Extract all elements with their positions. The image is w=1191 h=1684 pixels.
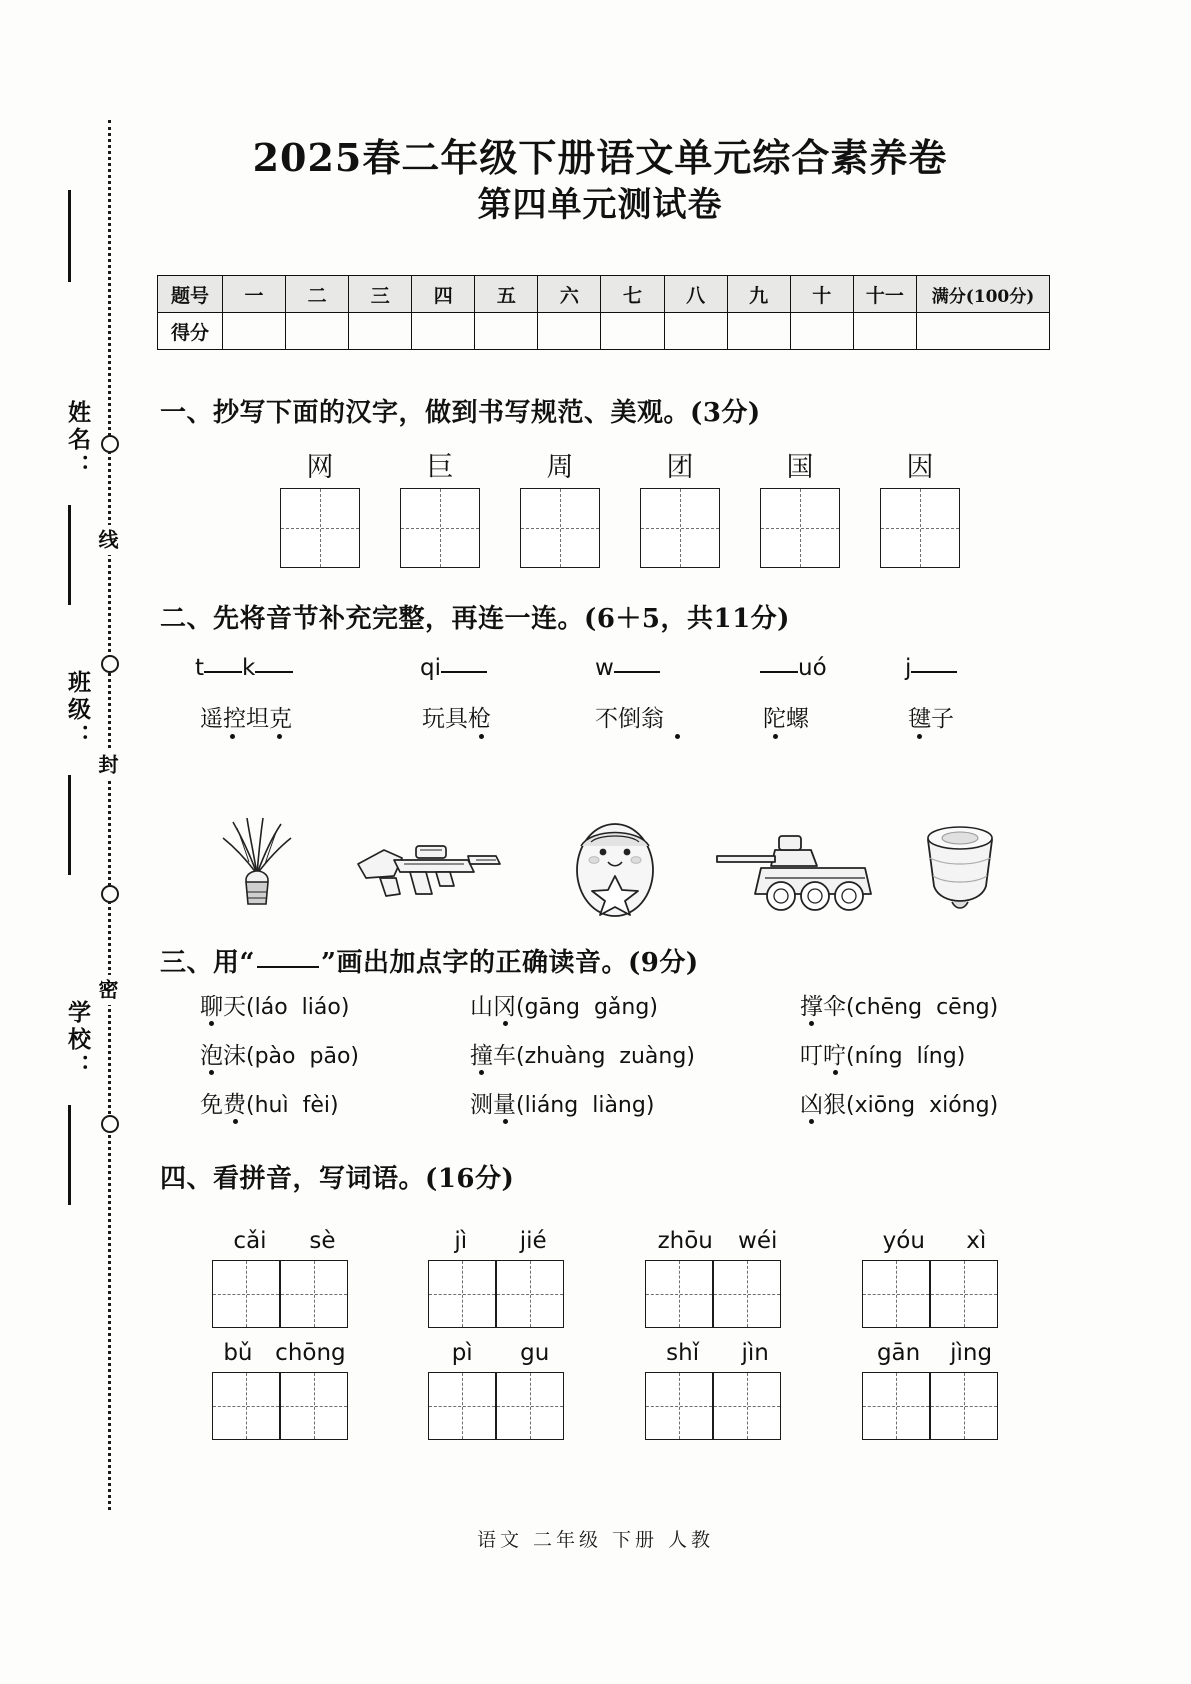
match-word-3[interactable]: 不倒翁 — [595, 706, 664, 732]
emphasis-dot — [809, 1021, 814, 1026]
tumbler-doll-icon[interactable] — [555, 812, 675, 922]
option-a[interactable]: zhuàng — [524, 1044, 606, 1069]
score-col-3: 三 — [349, 276, 412, 313]
rail-circle-1 — [101, 435, 119, 453]
match-word-5[interactable]: 毽子 — [908, 706, 954, 732]
pinyin-word-group — [862, 1340, 1007, 1440]
copy-char-5: 国 — [786, 452, 814, 483]
answer-grid — [645, 1372, 790, 1440]
pinyin-syllable: jié — [519, 1228, 547, 1254]
writing-grid-cell[interactable] — [645, 1260, 713, 1328]
option-a[interactable]: huì — [254, 1093, 289, 1118]
pinyin-syllable: gu — [520, 1340, 550, 1366]
page-title: 2025春二年级下册语文单元综合素养卷 — [252, 135, 948, 180]
score-cell-7[interactable] — [601, 313, 664, 350]
pinyin-label-row — [862, 1228, 1007, 1254]
score-col-2: 二 — [286, 276, 349, 313]
class-rule — [68, 775, 71, 875]
option-b[interactable]: cēng — [936, 995, 990, 1020]
pinyin-syllable: zhōu — [657, 1228, 713, 1254]
question-1-text: 抄写下面的汉字，做到书写规范、美观。(3分) — [213, 398, 761, 428]
syllable-blank-2[interactable] — [420, 655, 487, 681]
emphasis-dot — [503, 1021, 508, 1026]
emphasis-dot — [675, 734, 680, 739]
option-b[interactable]: liáo — [301, 995, 341, 1020]
option-a[interactable]: pào — [254, 1044, 296, 1069]
syllable-blank-1[interactable] — [195, 655, 293, 681]
score-cell-5[interactable] — [475, 313, 538, 350]
seal-char-feng: 封 — [96, 750, 122, 780]
score-col-4: 四 — [412, 276, 475, 313]
question-3-suffix: ”画出加点字的正确读音。(9分) — [320, 948, 699, 978]
pinyin-choice-item[interactable]: 测量(liáng liàng) — [470, 1092, 655, 1118]
emphasis-dot — [277, 734, 282, 739]
question-3-row — [200, 988, 1080, 1037]
name-rule-top — [68, 190, 71, 282]
answer-grid — [862, 1260, 1007, 1328]
rail-circle-3 — [101, 885, 119, 903]
pinyin-word-group — [212, 1340, 357, 1440]
score-cell-total[interactable] — [917, 313, 1050, 350]
emphasis-dot — [809, 1119, 814, 1124]
pinyin-label-row — [212, 1340, 357, 1366]
field-school-label: 学校： — [64, 1000, 90, 1081]
item-word: 叮咛 — [800, 1043, 846, 1069]
item-word: 山冈 — [470, 994, 516, 1020]
score-cell-11[interactable] — [853, 313, 916, 350]
writing-grid-cell[interactable] — [280, 1260, 348, 1328]
emphasis-dot — [773, 734, 778, 739]
pinyin-choice-item[interactable]: 泡沫(pào pāo) — [200, 1043, 359, 1069]
option-b[interactable]: fèi — [302, 1093, 330, 1118]
option-a[interactable]: gāng — [524, 995, 580, 1020]
writing-grid-cell[interactable] — [520, 488, 600, 568]
rail-circle-2 — [101, 655, 119, 673]
question-1-character-row — [280, 445, 960, 484]
item-word: 泡沫 — [200, 1043, 246, 1069]
page-title-block — [150, 132, 1050, 229]
copy-char-2: 巨 — [426, 452, 454, 483]
question-3-prefix: 用“ — [213, 948, 255, 978]
pinyin-choice-item[interactable]: 免费(huì fèi) — [200, 1092, 339, 1118]
pinyin-choice-item[interactable]: 撞车(zhuàng zuàng) — [470, 1043, 695, 1069]
score-col-10: 十 — [790, 276, 853, 313]
score-col-6: 六 — [538, 276, 601, 313]
option-b[interactable]: gǎng — [593, 995, 650, 1020]
writing-grid-cell[interactable] — [212, 1372, 280, 1440]
writing-grid-cell[interactable] — [862, 1372, 930, 1440]
item-word: 撑伞 — [800, 994, 846, 1020]
question-1-number: 一、 — [160, 398, 214, 428]
emphasis-dot — [479, 1070, 484, 1075]
score-col-8: 八 — [664, 276, 727, 313]
pinyin-syllable: shǐ — [666, 1340, 700, 1366]
page-subtitle: 第四单元测试卷 — [477, 185, 723, 226]
pinyin-label-row — [212, 1228, 357, 1254]
syllable-blank-3[interactable] — [595, 655, 660, 681]
toy-tank-icon[interactable] — [715, 822, 885, 932]
pinyin-choice-item[interactable]: 聊天(láo liáo) — [200, 994, 350, 1020]
pinyin-label-row — [862, 1340, 1007, 1366]
pinyin-label-row — [428, 1340, 573, 1366]
option-a[interactable]: láo — [254, 995, 288, 1020]
match-word-2[interactable]: 玩具枪 — [422, 706, 491, 732]
score-table-row-label-0: 题号 — [158, 276, 223, 313]
pinyin-choice-item[interactable]: 撑伞(chēng cēng) — [800, 994, 999, 1020]
emphasis-dot — [233, 1119, 238, 1124]
question-3-number: 三、 — [160, 948, 214, 978]
emphasis-dot — [230, 734, 235, 739]
emphasis-dot — [479, 734, 484, 739]
writing-grid-cell[interactable] — [862, 1260, 930, 1328]
school-rule — [68, 1105, 71, 1205]
pinyin-word-group — [428, 1340, 573, 1440]
match-word-4[interactable]: 陀螺 — [763, 706, 809, 732]
answer-grid — [862, 1372, 1007, 1440]
pinyin-syllable: yóu — [882, 1228, 925, 1254]
syllable-blank-4[interactable] — [760, 655, 827, 681]
item-word: 免费 — [200, 1092, 246, 1118]
option-b[interactable]: zuàng — [619, 1044, 687, 1069]
syllable-blank-5[interactable] — [905, 655, 957, 681]
pinyin-choice-item[interactable]: 凶狠(xiōng xióng) — [800, 1092, 999, 1118]
field-class-label: 班级： — [64, 670, 90, 751]
item-word: 撞车 — [470, 1043, 516, 1069]
writing-grid-cell[interactable] — [212, 1260, 280, 1328]
answer-grid — [428, 1372, 573, 1440]
pinyin-syllable: wéi — [738, 1228, 778, 1254]
pinyin-syllable: gān — [876, 1340, 921, 1366]
pinyin-syllable: jìn — [741, 1340, 769, 1366]
pinyin-syllable: jì — [454, 1228, 468, 1254]
pinyin-label-row — [645, 1228, 790, 1254]
pinyin-label-row — [645, 1340, 790, 1366]
question-2-heading — [160, 598, 790, 635]
writing-grid-cell[interactable] — [760, 488, 840, 568]
answer-grid — [428, 1260, 573, 1328]
writing-grid-cell[interactable] — [930, 1260, 998, 1328]
writing-grid-cell[interactable] — [640, 488, 720, 568]
emphasis-dot — [209, 1021, 214, 1026]
emphasis-dot — [917, 734, 922, 739]
score-cell-8[interactable] — [664, 313, 727, 350]
score-cell-6[interactable] — [538, 313, 601, 350]
pinyin-word-group — [645, 1340, 790, 1440]
score-col-7: 七 — [601, 276, 664, 313]
question-4-text: 看拼音，写词语。(16分) — [213, 1164, 515, 1194]
question-2-word-row — [195, 700, 985, 746]
spinning-top-icon[interactable] — [900, 814, 1020, 924]
writing-grid-cell[interactable] — [400, 488, 480, 568]
underline-sample — [257, 966, 319, 968]
syllable-initial-j: j — [905, 655, 912, 681]
pinyin-syllable: cǎi — [233, 1228, 267, 1254]
score-col-9: 九 — [727, 276, 790, 313]
syllable-final-uo: uó — [798, 655, 827, 681]
question-3-heading — [160, 942, 699, 979]
toy-gun-icon[interactable] — [350, 820, 510, 930]
question-3-items — [200, 988, 1080, 1135]
question-1-heading — [160, 392, 761, 429]
score-col-1: 一 — [223, 276, 286, 313]
writing-grid-cell[interactable] — [496, 1372, 564, 1440]
score-cell-2[interactable] — [286, 313, 349, 350]
option-b[interactable]: xióng — [929, 1093, 990, 1118]
emphasis-dot — [503, 1119, 508, 1124]
page-footer: 语文 二年级 下册 人教 — [476, 1529, 715, 1551]
item-word: 聊天 — [200, 994, 246, 1020]
score-cell-1[interactable] — [223, 313, 286, 350]
margin-rail — [40, 110, 160, 1510]
emphasis-dot — [833, 1070, 838, 1075]
pinyin-word-group — [428, 1228, 573, 1328]
pinyin-choice-item[interactable]: 山冈(gāng gǎng) — [470, 994, 658, 1020]
score-cell-3[interactable] — [349, 313, 412, 350]
pinyin-syllable: xì — [966, 1228, 987, 1254]
option-a[interactable]: liáng — [524, 1093, 579, 1118]
match-word-1[interactable]: 遥控坦克 — [200, 706, 292, 732]
table-row-header — [158, 276, 1050, 313]
writing-grid-cell[interactable] — [645, 1372, 713, 1440]
syllable-initial-qi: qi — [420, 655, 441, 681]
score-col-11: 十一 — [853, 276, 916, 313]
question-2-number: 二、 — [160, 604, 214, 634]
rail-circle-4 — [101, 1115, 119, 1133]
question-2-picture-row — [175, 812, 1005, 932]
writing-grid-cell[interactable] — [280, 1372, 348, 1440]
syllable-initial-w: w — [595, 655, 614, 681]
copy-char-1: 网 — [306, 452, 334, 483]
writing-grid-cell[interactable] — [713, 1372, 781, 1440]
item-word: 测量 — [470, 1092, 516, 1118]
syllable-initial-k: k — [242, 655, 256, 681]
question-4-number: 四、 — [160, 1164, 214, 1194]
pinyin-syllable: jìng — [950, 1340, 993, 1366]
writing-grid-cell[interactable] — [930, 1372, 998, 1440]
pinyin-syllable: pì — [451, 1340, 473, 1366]
syllable-initial-t: t — [195, 655, 205, 681]
option-a[interactable]: chēng — [854, 995, 923, 1020]
score-cell-4[interactable] — [412, 313, 475, 350]
score-col-5: 五 — [475, 276, 538, 313]
question-2-syllable-row — [195, 655, 985, 689]
pinyin-choice-item[interactable]: 叮咛(níng líng) — [800, 1043, 966, 1069]
copy-char-4: 团 — [666, 452, 694, 483]
item-word: 凶狠 — [800, 1092, 846, 1118]
perforation-dotted-line — [108, 120, 111, 1510]
option-a[interactable]: níng — [854, 1044, 903, 1069]
pinyin-syllable: chōng — [275, 1340, 346, 1366]
writing-grid-cell[interactable] — [880, 488, 960, 568]
answer-grid — [212, 1260, 357, 1328]
pinyin-word-group — [862, 1228, 1007, 1328]
writing-grid-cell[interactable] — [496, 1260, 564, 1328]
question-1-writing-grids — [280, 488, 960, 568]
score-cell-9[interactable] — [727, 313, 790, 350]
question-3-row — [200, 1037, 1080, 1086]
writing-grid-cell[interactable] — [428, 1260, 496, 1328]
field-name-label: 姓名： — [64, 400, 90, 481]
shuttlecock-icon[interactable] — [197, 812, 317, 922]
score-total-header: 满分(100分) — [917, 276, 1050, 313]
option-b[interactable]: líng — [916, 1044, 957, 1069]
copy-char-3: 周 — [546, 452, 574, 483]
writing-grid-cell[interactable] — [428, 1372, 496, 1440]
question-4-heading — [160, 1158, 514, 1195]
pinyin-syllable: bǔ — [223, 1340, 253, 1366]
pinyin-label-row — [428, 1228, 573, 1254]
answer-grid — [645, 1260, 790, 1328]
writing-grid-cell[interactable] — [713, 1260, 781, 1328]
question-2-text: 先将音节补充完整，再连一连。(6＋5，共11分) — [213, 604, 790, 634]
score-table-row-label-1: 得分 — [158, 313, 223, 350]
pinyin-word-group — [212, 1228, 357, 1328]
score-table — [157, 275, 1050, 350]
option-b[interactable]: pāo — [309, 1044, 351, 1069]
option-a[interactable]: xiōng — [854, 1093, 916, 1118]
copy-char-6: 因 — [906, 452, 934, 483]
seal-char-mi: 密 — [96, 975, 122, 1005]
table-row-scores — [158, 313, 1050, 350]
writing-grid-cell[interactable] — [280, 488, 360, 568]
emphasis-dot — [209, 1070, 214, 1075]
option-b[interactable]: liàng — [592, 1093, 646, 1118]
question-3-row — [200, 1086, 1080, 1135]
answer-grid — [212, 1372, 357, 1440]
pinyin-word-group — [645, 1228, 790, 1328]
seal-char-xian: 线 — [96, 525, 122, 555]
name-rule-bottom — [68, 505, 71, 605]
score-cell-10[interactable] — [790, 313, 853, 350]
pinyin-syllable: sè — [309, 1228, 336, 1254]
